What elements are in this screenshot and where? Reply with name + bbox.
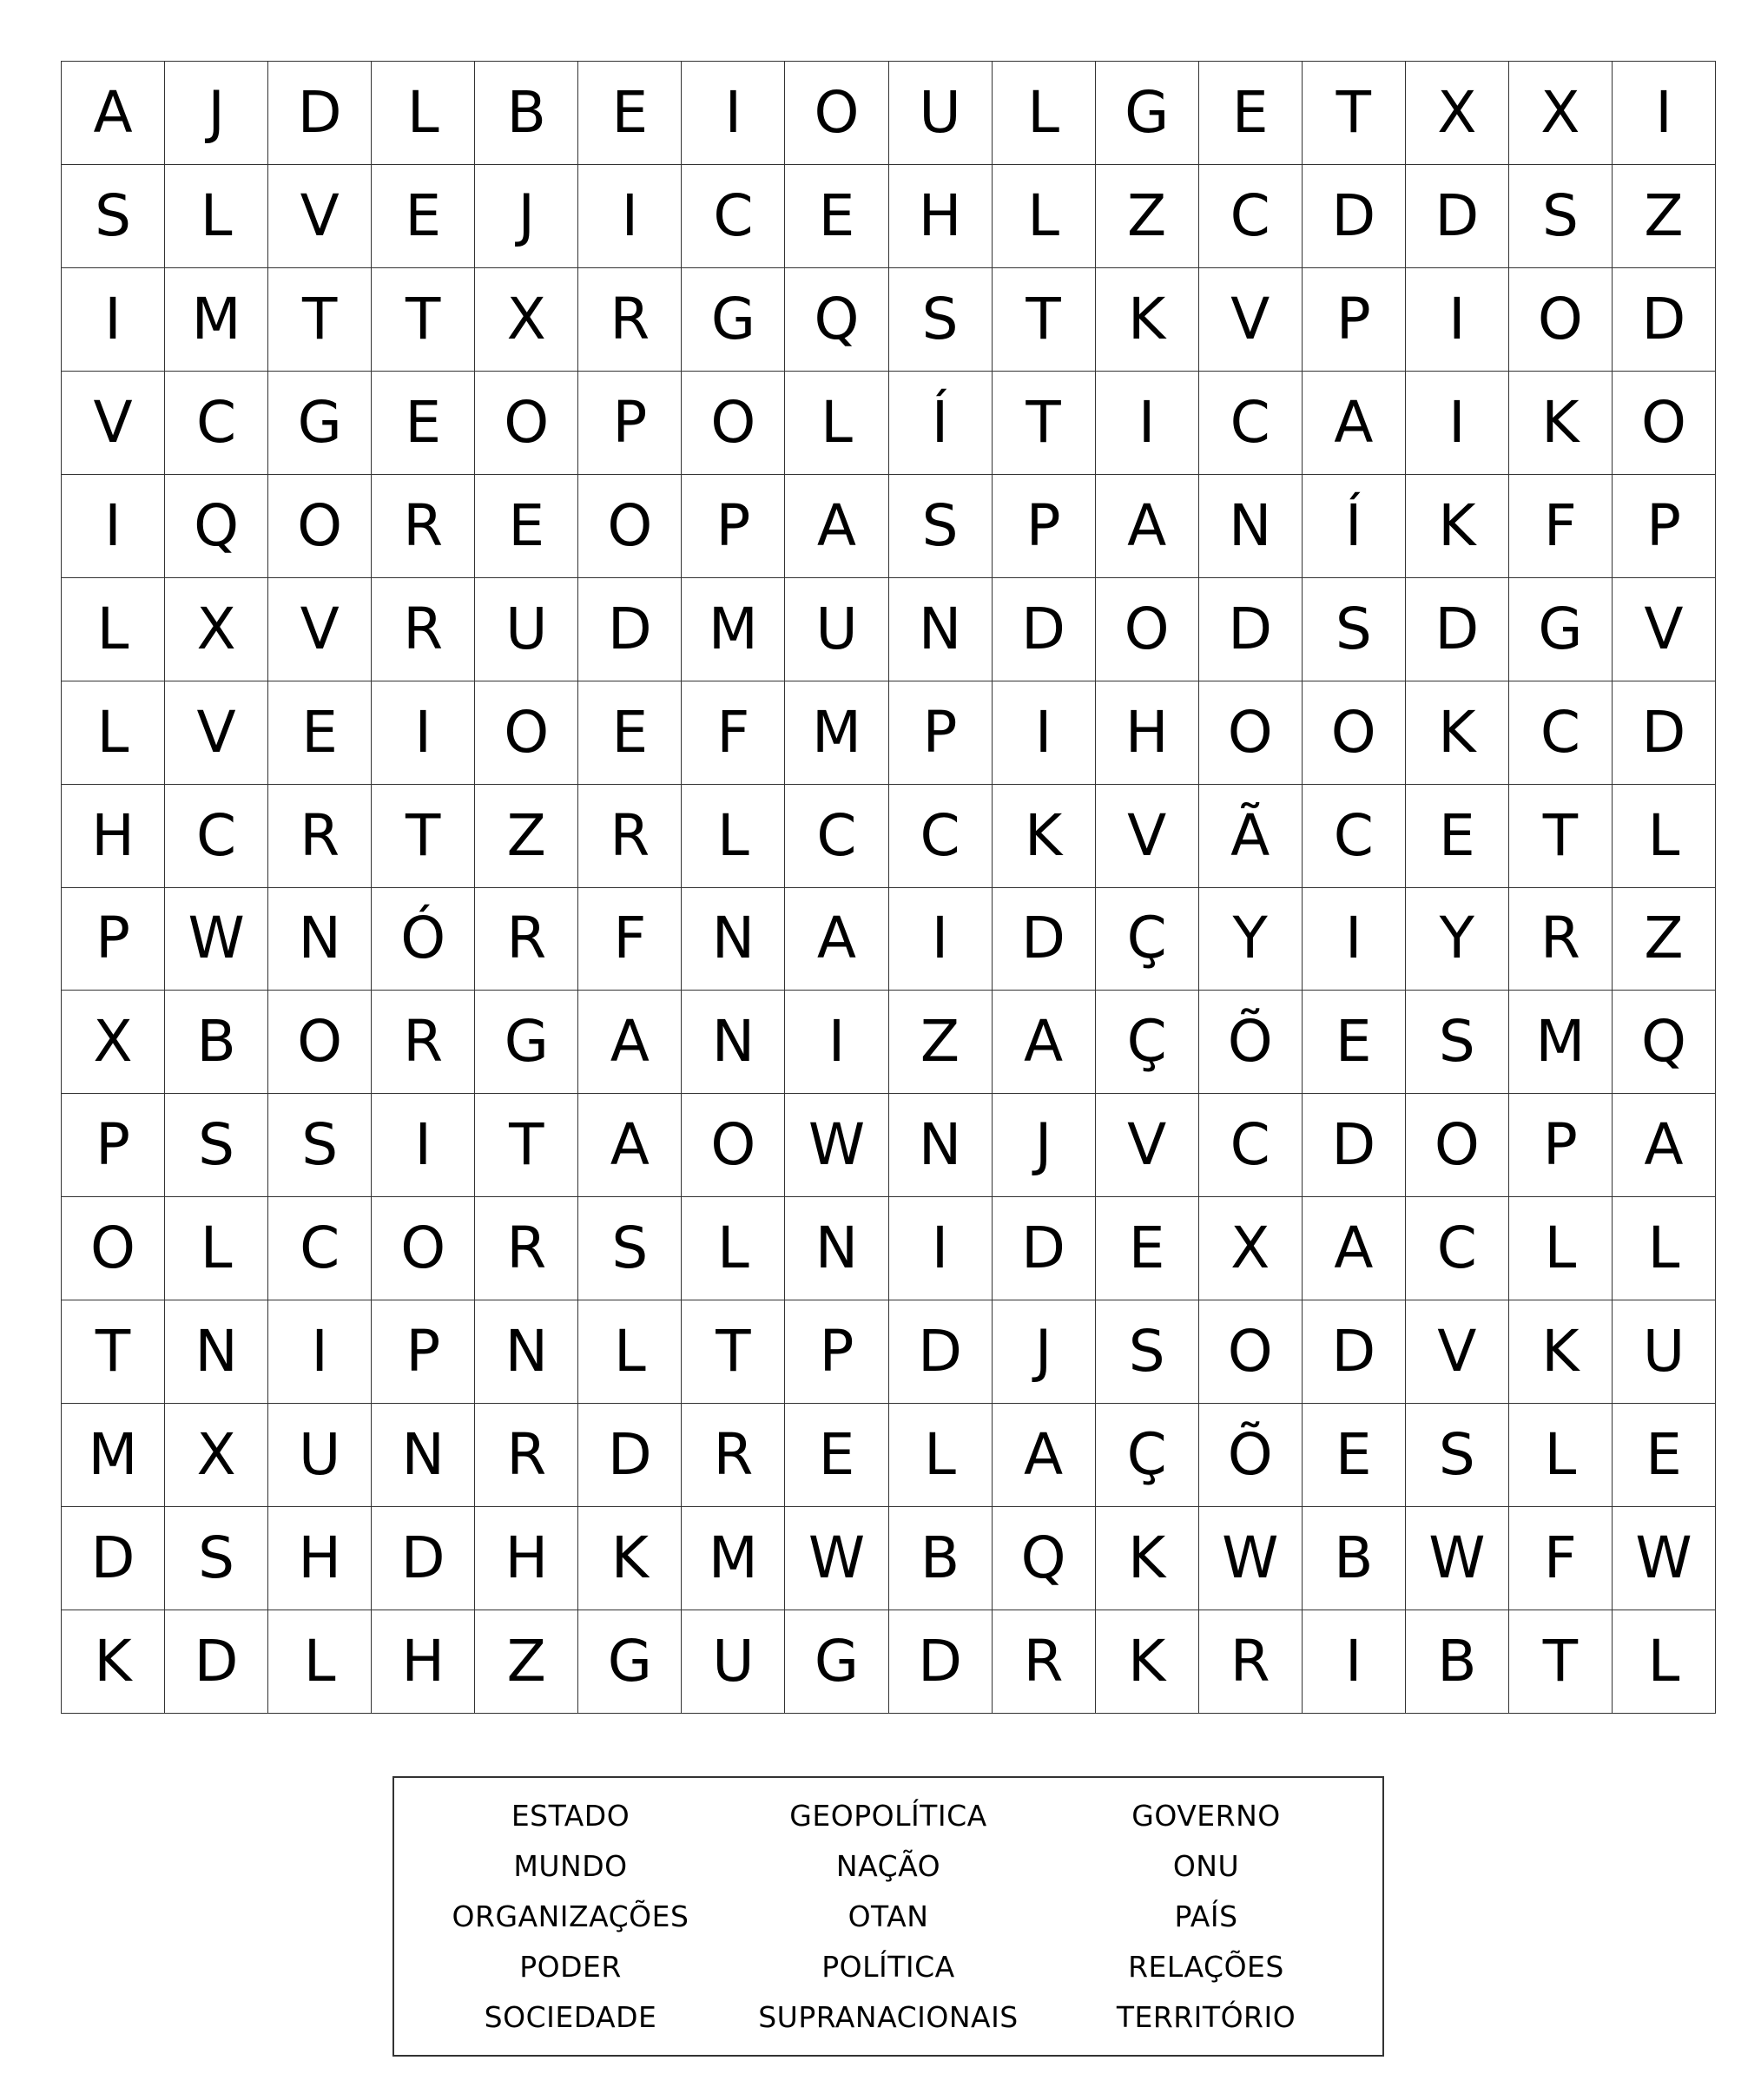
word-list-item: GEOPOLÍTICA xyxy=(789,1798,987,1833)
grid-cell[interactable]: Z xyxy=(1613,165,1716,268)
grid-cell[interactable]: Ç xyxy=(1096,1404,1199,1507)
grid-cell[interactable]: L xyxy=(62,578,165,681)
grid-cell[interactable]: D xyxy=(993,1197,1096,1300)
grid-cell[interactable]: N xyxy=(165,1300,268,1404)
grid-cell[interactable]: H xyxy=(475,1507,578,1610)
grid-cell[interactable]: J xyxy=(993,1094,1096,1197)
grid-cell[interactable]: O xyxy=(372,1197,475,1300)
grid-cell[interactable]: C xyxy=(165,785,268,888)
grid-cell[interactable]: G xyxy=(475,991,578,1094)
grid-cell[interactable]: L xyxy=(889,1404,993,1507)
grid-cell[interactable]: D xyxy=(578,1404,682,1507)
grid-cell[interactable]: I xyxy=(1613,62,1716,165)
word-list-item: MUNDO xyxy=(513,1848,628,1883)
grid-cell[interactable]: Q xyxy=(993,1507,1096,1610)
grid-cell[interactable]: D xyxy=(1613,268,1716,372)
grid-cell[interactable]: Í xyxy=(889,372,993,475)
grid-cell[interactable]: D xyxy=(993,578,1096,681)
grid-cell[interactable]: S xyxy=(1406,1404,1509,1507)
grid-cell[interactable]: T xyxy=(1509,785,1613,888)
grid-cell[interactable]: V xyxy=(268,578,372,681)
grid-cell[interactable]: I xyxy=(889,888,993,991)
grid-cell[interactable]: Õ xyxy=(1199,991,1303,1094)
grid-cell[interactable]: X xyxy=(475,268,578,372)
grid-cell[interactable]: V xyxy=(1096,785,1199,888)
grid-cell[interactable]: U xyxy=(1613,1300,1716,1404)
grid-cell[interactable]: I xyxy=(1303,888,1406,991)
grid-cell[interactable]: R xyxy=(372,578,475,681)
word-list-item: ORGANIZAÇÕES xyxy=(452,1899,689,1933)
grid-cell[interactable]: N xyxy=(268,888,372,991)
grid-cell[interactable]: I xyxy=(785,991,888,1094)
grid-cell[interactable]: C xyxy=(1509,681,1613,785)
grid-cell[interactable]: D xyxy=(1303,165,1406,268)
grid-cell[interactable]: L xyxy=(62,681,165,785)
grid-cell[interactable]: T xyxy=(268,268,372,372)
grid-cell[interactable]: S xyxy=(165,1507,268,1610)
grid-cell[interactable]: O xyxy=(1199,681,1303,785)
grid-cell[interactable]: O xyxy=(1199,1300,1303,1404)
grid-cell[interactable]: D xyxy=(62,1507,165,1610)
grid-cell[interactable]: R xyxy=(993,1610,1096,1714)
grid-cell[interactable]: M xyxy=(682,1507,785,1610)
grid-cell[interactable]: A xyxy=(1303,1197,1406,1300)
grid-cell[interactable]: P xyxy=(1613,475,1716,578)
grid-cell[interactable]: B xyxy=(1406,1610,1509,1714)
grid-cell[interactable]: Õ xyxy=(1199,1404,1303,1507)
grid-cell[interactable]: K xyxy=(1096,268,1199,372)
grid-cell[interactable]: F xyxy=(1509,475,1613,578)
grid-cell[interactable]: K xyxy=(578,1507,682,1610)
grid-cell[interactable]: M xyxy=(785,681,888,785)
grid-cell[interactable]: N xyxy=(372,1404,475,1507)
grid-cell[interactable]: D xyxy=(268,62,372,165)
grid-cell[interactable]: D xyxy=(165,1610,268,1714)
grid-cell[interactable]: J xyxy=(165,62,268,165)
grid-cell[interactable]: E xyxy=(785,1404,888,1507)
word-list-item: SUPRANACIONAIS xyxy=(758,2000,1019,2035)
grid-cell[interactable]: P xyxy=(1303,268,1406,372)
grid-cell[interactable]: K xyxy=(1096,1610,1199,1714)
grid-cell[interactable]: I xyxy=(682,62,785,165)
grid-cell[interactable]: C xyxy=(1199,372,1303,475)
grid-cell[interactable]: T xyxy=(62,1300,165,1404)
grid-cell[interactable]: C xyxy=(785,785,888,888)
grid-cell[interactable]: G xyxy=(682,268,785,372)
grid-cell[interactable]: D xyxy=(1406,578,1509,681)
grid-cell[interactable]: O xyxy=(785,62,888,165)
grid-cell[interactable]: W xyxy=(1613,1507,1716,1610)
grid-cell[interactable]: H xyxy=(372,1610,475,1714)
grid-cell[interactable]: E xyxy=(372,165,475,268)
grid-cell[interactable]: E xyxy=(268,681,372,785)
grid-cell[interactable]: D xyxy=(1406,165,1509,268)
grid-cell[interactable]: A xyxy=(62,62,165,165)
grid-cell[interactable]: C xyxy=(1199,1094,1303,1197)
grid-cell[interactable]: R xyxy=(682,1404,785,1507)
grid-cell[interactable]: J xyxy=(993,1300,1096,1404)
grid-cell[interactable]: A xyxy=(993,1404,1096,1507)
grid-cell[interactable]: R xyxy=(475,1197,578,1300)
grid-cell[interactable]: Y xyxy=(1406,888,1509,991)
grid-cell[interactable]: N xyxy=(682,888,785,991)
grid-cell[interactable]: Y xyxy=(1199,888,1303,991)
grid-cell[interactable]: I xyxy=(268,1300,372,1404)
grid-cell[interactable]: L xyxy=(578,1300,682,1404)
grid-cell[interactable]: O xyxy=(682,1094,785,1197)
grid-cell[interactable]: S xyxy=(62,165,165,268)
grid-cell[interactable]: H xyxy=(889,165,993,268)
grid-cell[interactable]: Ã xyxy=(1199,785,1303,888)
grid-cell[interactable]: L xyxy=(1509,1197,1613,1300)
grid-cell[interactable]: X xyxy=(62,991,165,1094)
grid-cell[interactable]: L xyxy=(165,165,268,268)
grid-cell[interactable]: N xyxy=(1199,475,1303,578)
grid-cell[interactable]: L xyxy=(1509,1404,1613,1507)
grid-cell[interactable]: M xyxy=(62,1404,165,1507)
grid-cell[interactable]: G xyxy=(1509,578,1613,681)
grid-cell[interactable]: Z xyxy=(475,785,578,888)
grid-cell[interactable]: I xyxy=(1096,372,1199,475)
grid-cell[interactable]: Ç xyxy=(1096,991,1199,1094)
word-list-item: ONU xyxy=(1172,1848,1240,1883)
grid-cell[interactable]: I xyxy=(1406,268,1509,372)
grid-cell[interactable]: D xyxy=(372,1507,475,1610)
grid-cell[interactable]: O xyxy=(62,1197,165,1300)
grid-cell[interactable]: S xyxy=(1509,165,1613,268)
word-search-grid xyxy=(61,61,1716,1714)
grid-cell[interactable]: E xyxy=(1199,62,1303,165)
grid-cell[interactable]: C xyxy=(682,165,785,268)
grid-cell[interactable]: I xyxy=(372,681,475,785)
grid-cell[interactable]: R xyxy=(1199,1610,1303,1714)
grid-cell[interactable]: I xyxy=(1303,1610,1406,1714)
grid-cell[interactable]: Í xyxy=(1303,475,1406,578)
grid-cell[interactable]: T xyxy=(475,1094,578,1197)
grid-cell[interactable]: S xyxy=(578,1197,682,1300)
grid-cell[interactable]: V xyxy=(1613,578,1716,681)
grid-cell[interactable]: X xyxy=(1199,1197,1303,1300)
grid-cell[interactable]: T xyxy=(682,1300,785,1404)
grid-cell[interactable]: B xyxy=(889,1507,993,1610)
grid-cell[interactable]: W xyxy=(1406,1507,1509,1610)
grid-cell[interactable]: L xyxy=(993,62,1096,165)
grid-cell[interactable]: T xyxy=(1303,62,1406,165)
grid-cell[interactable]: E xyxy=(372,372,475,475)
grid-cell[interactable]: R xyxy=(268,785,372,888)
grid-cell[interactable]: P xyxy=(372,1300,475,1404)
word-list-item: TERRITÓRIO xyxy=(1116,2000,1296,2035)
word-list-item: SOCIEDADE xyxy=(484,2000,657,2035)
grid-cell[interactable]: P xyxy=(682,475,785,578)
grid-cell[interactable]: S xyxy=(1096,1300,1199,1404)
grid-cell[interactable]: D xyxy=(1199,578,1303,681)
grid-cell[interactable]: M xyxy=(682,578,785,681)
grid-cell[interactable]: D xyxy=(578,578,682,681)
grid-cell[interactable]: G xyxy=(268,372,372,475)
grid-cell[interactable]: D xyxy=(1613,681,1716,785)
grid-cell[interactable]: I xyxy=(62,475,165,578)
grid-cell[interactable]: X xyxy=(165,1404,268,1507)
grid-cell[interactable]: E xyxy=(475,475,578,578)
grid-cell[interactable]: E xyxy=(1096,1197,1199,1300)
grid-cell[interactable]: X xyxy=(165,578,268,681)
grid-cell[interactable]: U xyxy=(682,1610,785,1714)
grid-cell[interactable]: R xyxy=(372,475,475,578)
grid-cell[interactable]: P xyxy=(1509,1094,1613,1197)
grid-cell[interactable]: N xyxy=(889,578,993,681)
grid-cell[interactable]: L xyxy=(1613,785,1716,888)
grid-cell[interactable]: C xyxy=(165,372,268,475)
grid-cell[interactable]: P xyxy=(578,372,682,475)
grid-cell[interactable]: B xyxy=(1303,1507,1406,1610)
grid-cell[interactable]: Q xyxy=(165,475,268,578)
grid-cell[interactable]: K xyxy=(62,1610,165,1714)
grid-cell[interactable]: B xyxy=(475,62,578,165)
grid-cell[interactable]: E xyxy=(1406,785,1509,888)
grid-cell[interactable]: I xyxy=(1406,372,1509,475)
word-list-item: OTAN xyxy=(848,1899,929,1933)
grid-cell[interactable]: Z xyxy=(1613,888,1716,991)
grid-cell[interactable]: O xyxy=(578,475,682,578)
grid-cell[interactable]: A xyxy=(1096,475,1199,578)
grid-cell[interactable]: M xyxy=(1509,991,1613,1094)
grid-cell[interactable]: X xyxy=(1509,62,1613,165)
grid-cell[interactable]: U xyxy=(268,1404,372,1507)
grid-cell[interactable]: O xyxy=(475,681,578,785)
grid-cell[interactable]: L xyxy=(785,372,888,475)
grid-cell[interactable]: A xyxy=(1303,372,1406,475)
grid-cell[interactable]: K xyxy=(1096,1507,1199,1610)
grid-cell[interactable]: U xyxy=(785,578,888,681)
grid-cell[interactable]: W xyxy=(1199,1507,1303,1610)
grid-cell[interactable]: F xyxy=(1509,1507,1613,1610)
grid-cell[interactable]: A xyxy=(578,1094,682,1197)
grid-cell[interactable]: S xyxy=(1406,991,1509,1094)
grid-cell[interactable]: R xyxy=(1509,888,1613,991)
grid-cell[interactable]: K xyxy=(1406,475,1509,578)
grid-cell[interactable]: G xyxy=(578,1610,682,1714)
grid-cell[interactable]: B xyxy=(165,991,268,1094)
grid-cell[interactable]: V xyxy=(1406,1300,1509,1404)
grid-cell[interactable]: E xyxy=(1613,1404,1716,1507)
grid-cell[interactable]: Q xyxy=(1613,991,1716,1094)
grid-cell[interactable]: C xyxy=(889,785,993,888)
grid-cell[interactable]: O xyxy=(475,372,578,475)
grid-cell[interactable]: L xyxy=(682,785,785,888)
word-list-item: PAÍS xyxy=(1174,1899,1238,1933)
grid-cell[interactable]: O xyxy=(1509,268,1613,372)
grid-cell[interactable]: Z xyxy=(889,991,993,1094)
grid-cell[interactable]: R xyxy=(475,888,578,991)
grid-cell[interactable]: R xyxy=(372,991,475,1094)
grid-cell[interactable]: F xyxy=(578,888,682,991)
grid-cell[interactable]: O xyxy=(682,372,785,475)
grid-cell[interactable]: O xyxy=(1096,578,1199,681)
grid-cell[interactable]: I xyxy=(889,1197,993,1300)
word-list-item: ESTADO xyxy=(511,1798,630,1833)
grid-cell[interactable]: X xyxy=(1406,62,1509,165)
grid-cell[interactable]: V xyxy=(1199,268,1303,372)
grid-cell[interactable]: D xyxy=(889,1300,993,1404)
grid-cell[interactable]: P xyxy=(62,1094,165,1197)
grid-cell[interactable]: N xyxy=(889,1094,993,1197)
grid-cell[interactable]: P xyxy=(993,475,1096,578)
grid-cell[interactable]: S xyxy=(889,475,993,578)
grid-cell[interactable]: W xyxy=(785,1507,888,1610)
grid-cell[interactable]: L xyxy=(372,62,475,165)
grid-cell[interactable]: N xyxy=(682,991,785,1094)
grid-cell[interactable]: R xyxy=(475,1404,578,1507)
grid-cell[interactable]: V xyxy=(62,372,165,475)
grid-cell[interactable]: T xyxy=(372,268,475,372)
grid-cell[interactable]: Z xyxy=(475,1610,578,1714)
grid-cell[interactable]: K xyxy=(1406,681,1509,785)
word-list-item: GOVERNO xyxy=(1131,1798,1281,1833)
grid-cell[interactable]: D xyxy=(1303,1300,1406,1404)
grid-cell[interactable]: L xyxy=(165,1197,268,1300)
grid-cell[interactable]: V xyxy=(1096,1094,1199,1197)
grid-cell[interactable]: E xyxy=(1303,991,1406,1094)
grid-cell[interactable]: N xyxy=(785,1197,888,1300)
grid-cell[interactable]: I xyxy=(62,268,165,372)
grid-cell[interactable]: H xyxy=(268,1507,372,1610)
grid-cell[interactable]: L xyxy=(1613,1197,1716,1300)
grid-cell[interactable]: O xyxy=(268,991,372,1094)
grid-cell[interactable]: A xyxy=(578,991,682,1094)
grid-cell[interactable]: C xyxy=(1406,1197,1509,1300)
grid-cell[interactable]: Q xyxy=(785,268,888,372)
grid-cell[interactable]: A xyxy=(785,475,888,578)
grid-cell[interactable]: D xyxy=(993,888,1096,991)
grid-cell[interactable]: E xyxy=(785,165,888,268)
grid-cell[interactable]: I xyxy=(372,1094,475,1197)
grid-cell[interactable]: O xyxy=(1406,1094,1509,1197)
grid-cell[interactable]: W xyxy=(785,1094,888,1197)
grid-cell[interactable]: E xyxy=(1303,1404,1406,1507)
grid-cell[interactable]: S xyxy=(1303,578,1406,681)
grid-cell[interactable]: J xyxy=(475,165,578,268)
grid-cell[interactable]: V xyxy=(268,165,372,268)
grid-cell[interactable]: R xyxy=(578,785,682,888)
grid-cell[interactable]: E xyxy=(578,62,682,165)
grid-cell[interactable]: V xyxy=(165,681,268,785)
grid-cell[interactable]: H xyxy=(62,785,165,888)
grid-cell[interactable]: N xyxy=(475,1300,578,1404)
grid-cell[interactable]: E xyxy=(578,681,682,785)
grid-cell[interactable]: O xyxy=(1303,681,1406,785)
grid-cell[interactable]: T xyxy=(993,268,1096,372)
grid-cell[interactable]: D xyxy=(1303,1094,1406,1197)
grid-cell[interactable]: C xyxy=(1303,785,1406,888)
grid-cell[interactable]: L xyxy=(993,165,1096,268)
grid-cell[interactable]: A xyxy=(785,888,888,991)
grid-cell[interactable]: A xyxy=(1613,1094,1716,1197)
grid-cell[interactable]: T xyxy=(993,372,1096,475)
grid-cell[interactable]: D xyxy=(889,1610,993,1714)
grid-cell[interactable]: U xyxy=(475,578,578,681)
grid-cell[interactable]: P xyxy=(785,1300,888,1404)
grid-cell[interactable]: O xyxy=(268,475,372,578)
grid-cell[interactable]: A xyxy=(993,991,1096,1094)
grid-cell[interactable]: F xyxy=(682,681,785,785)
grid-cell[interactable]: P xyxy=(62,888,165,991)
word-list-item: PODER xyxy=(519,1950,622,1985)
grid-cell[interactable]: S xyxy=(889,268,993,372)
grid-cell[interactable]: K xyxy=(993,785,1096,888)
grid-cell[interactable]: S xyxy=(268,1094,372,1197)
grid-cell[interactable]: C xyxy=(1199,165,1303,268)
grid-cell[interactable]: L xyxy=(682,1197,785,1300)
grid-cell[interactable]: P xyxy=(889,681,993,785)
grid-cell[interactable]: W xyxy=(165,888,268,991)
grid-cell[interactable]: H xyxy=(1096,681,1199,785)
grid-cell[interactable]: S xyxy=(165,1094,268,1197)
grid-cell[interactable]: L xyxy=(268,1610,372,1714)
grid-cell[interactable]: R xyxy=(578,268,682,372)
word-list-item: RELAÇÕES xyxy=(1128,1950,1284,1985)
grid-cell[interactable]: G xyxy=(1096,62,1199,165)
word-list-item: POLÍTICA xyxy=(821,1950,955,1985)
grid-cell[interactable]: Ç xyxy=(1096,888,1199,991)
word-list-box xyxy=(392,1776,1384,2057)
grid-cell[interactable]: Ó xyxy=(372,888,475,991)
grid-cell[interactable]: G xyxy=(785,1610,888,1714)
grid-cell[interactable]: U xyxy=(889,62,993,165)
grid-cell[interactable]: K xyxy=(1509,372,1613,475)
grid-cell[interactable]: M xyxy=(165,268,268,372)
grid-cell[interactable]: T xyxy=(372,785,475,888)
grid-cell[interactable]: Z xyxy=(1096,165,1199,268)
grid-cell[interactable]: T xyxy=(1509,1610,1613,1714)
grid-cell[interactable]: L xyxy=(1613,1610,1716,1714)
grid-cell[interactable]: I xyxy=(993,681,1096,785)
grid-cell[interactable]: I xyxy=(578,165,682,268)
grid-cell[interactable]: O xyxy=(1613,372,1716,475)
grid-cell[interactable]: C xyxy=(268,1197,372,1300)
word-list-item: NAÇÃO xyxy=(835,1848,941,1883)
grid-cell[interactable]: K xyxy=(1509,1300,1613,1404)
